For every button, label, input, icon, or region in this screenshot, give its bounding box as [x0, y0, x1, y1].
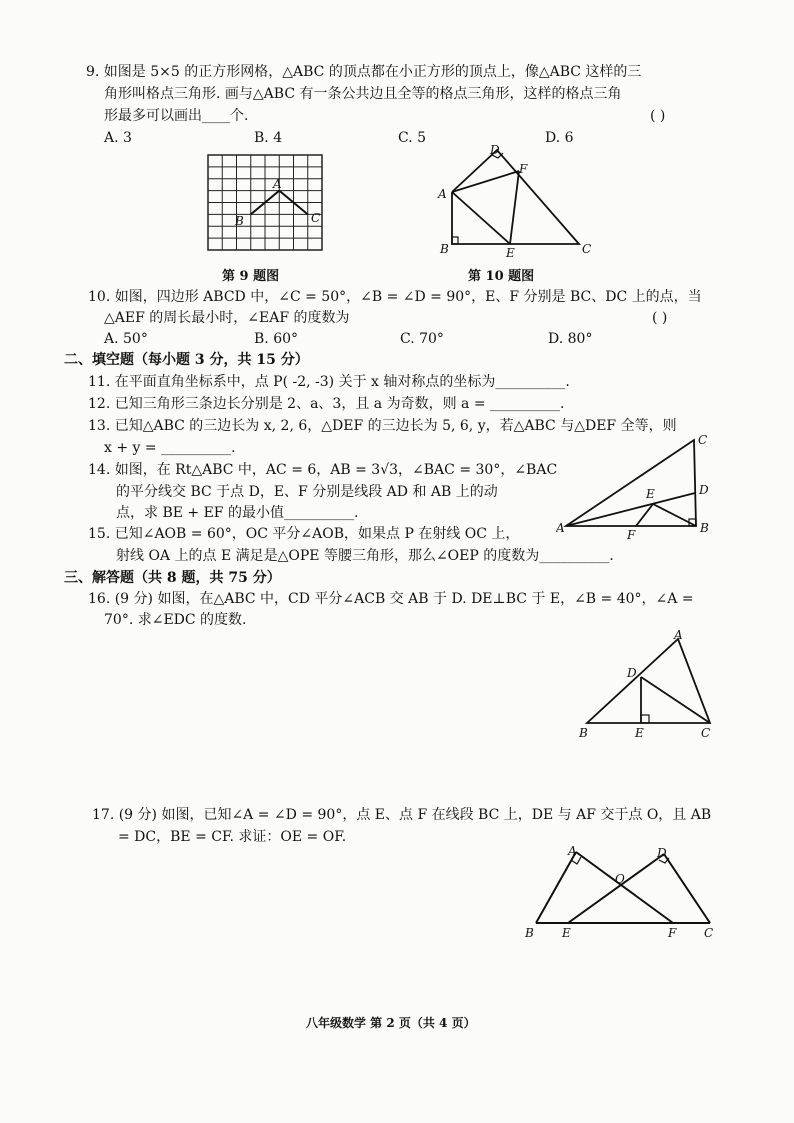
section-3-title: 三、解答题（共 8 题，共 75 分）	[64, 570, 281, 586]
q10-line-2: △AEF 的周长最小时，∠EAF 的度数为	[104, 310, 350, 326]
q10-option-d: D. 80°	[548, 331, 593, 347]
q16-line-1: 16. (9 分) 如图，在△ABC 中，CD 平分∠ACB 交 AB 于 D. DE⊥BC 于 E，∠B = 40°，∠A =	[88, 591, 694, 607]
q14-line-1: 14. 如图，在 Rt△ABC 中，AC = 6，AB = 3√3，∠BAC = 30°，∠BAC	[88, 462, 558, 478]
q9-line-3: 形最多可以画出____个.	[104, 108, 249, 124]
q10-option-a: A. 50°	[104, 331, 148, 347]
q10-option-c: C. 70°	[400, 331, 444, 347]
q14-label-d: D	[699, 483, 709, 497]
q10-answer-paren: ( )	[652, 310, 668, 326]
q14-line-2: 的平分线交 BC 于点 D，E、F 分别是线段 AD 和 AB 上的动	[116, 484, 498, 500]
q17-figure	[520, 840, 720, 942]
q10-label-b: B	[440, 242, 449, 256]
q14-line-3: 点，求 BE + EF 的最小值__________.	[116, 505, 359, 521]
q17-label-d: D	[657, 846, 667, 860]
q15-line-1: 15. 已知∠AOB = 60°，OC 平分∠AOB，如果点 P 在射线 OC 上，	[88, 526, 520, 542]
q17-label-f: F	[668, 926, 677, 940]
q10-line-1: 10. 如图，四边形 ABCD 中，∠C = 50°，∠B = ∠D = 90°，E、F 分别是 BC、DC 上的点，当	[88, 289, 702, 305]
q10-label-d: D	[490, 143, 500, 157]
q9-line-2: 角形叫格点三角形. 画与△ABC 有一条公共边且全等的格点三角形，这样的格点三角	[104, 86, 622, 102]
q9-option-b: B. 4	[254, 130, 283, 146]
q15-line-2: 射线 OA 上的点 E 满足是△OPE 等腰三角形，那么∠OEP 的度数为__________.	[116, 548, 614, 564]
q9-option-c: C. 5	[398, 130, 427, 146]
q17-label-c: C	[704, 926, 714, 940]
q10-option-b: B. 60°	[254, 331, 299, 347]
q17-line-2: = DC，BE = CF. 求证：OE = OF.	[118, 829, 347, 845]
q17-label-b: B	[525, 926, 534, 940]
q9-label-c: C	[311, 211, 321, 225]
q11-text: 11. 在平面直角坐标系中，点 P( -2, -3) 关于 x 轴对称点的坐标为__________.	[88, 374, 570, 390]
q16-figure	[575, 625, 725, 743]
q10-label-c: C	[582, 242, 592, 256]
q14-label-c: C	[698, 433, 708, 447]
q16-label-d: D	[627, 666, 637, 680]
q10-label-e: E	[506, 246, 515, 260]
section-2-title: 二、填空题（每小题 3 分，共 15 分）	[64, 352, 309, 368]
q9-label-b: B	[235, 214, 244, 228]
q12-text: 12. 已知三角形三条边长分别是 2、a、3，且 a 为奇数，则 a = __________.	[88, 396, 565, 412]
page-footer: 八年级数学 第 2 页（共 4 页）	[306, 1016, 476, 1030]
q10-figure-caption: 第 10 题图	[468, 269, 535, 284]
q9-option-d: D. 6	[545, 130, 574, 146]
q14-label-f: F	[627, 528, 636, 540]
q16-line-2: 70°. 求∠EDC 的度数.	[104, 612, 247, 628]
q14-label-b: B	[700, 521, 709, 535]
q17-line-1: 17. (9 分) 如图，已知∠A = ∠D = 90°，点 E、点 F 在线段 BC 上，DE 与 AF 交于点 O，且 AB	[92, 807, 712, 823]
q13-line-2: x + y = __________.	[104, 440, 236, 456]
q17-label-a: A	[568, 844, 577, 858]
q13-line-1: 13. 已知△ABC 的三边长为 x, 2, 6，△DEF 的三边长为 5, 6, y，若△ABC 与△DEF 全等，则	[88, 418, 677, 434]
q14-label-a: A	[556, 521, 565, 535]
q17-label-e: E	[562, 926, 571, 940]
q14-label-e: E	[646, 487, 655, 501]
q9-answer-paren: ( )	[650, 108, 666, 124]
q14-figure	[556, 428, 716, 540]
q10-figure	[430, 140, 600, 262]
q9-label-a: A	[273, 177, 282, 191]
q16-label-b: B	[579, 726, 588, 740]
q16-label-c: C	[701, 726, 711, 740]
q16-label-e: E	[635, 726, 644, 740]
q17-label-o: O	[615, 872, 625, 886]
q9-line-1: 9. 如图是 5×5 的正方形网格，△ABC 的顶点都在小正方形的顶点上，像△ABC 这样的三	[86, 64, 642, 80]
q9-option-a: A. 3	[104, 130, 132, 146]
q16-label-a: A	[674, 628, 683, 642]
q10-label-f: F	[519, 162, 528, 176]
q9-grid-figure	[200, 150, 330, 258]
q9-figure-caption: 第 9 题图	[222, 269, 280, 284]
q10-label-a: A	[438, 187, 447, 201]
